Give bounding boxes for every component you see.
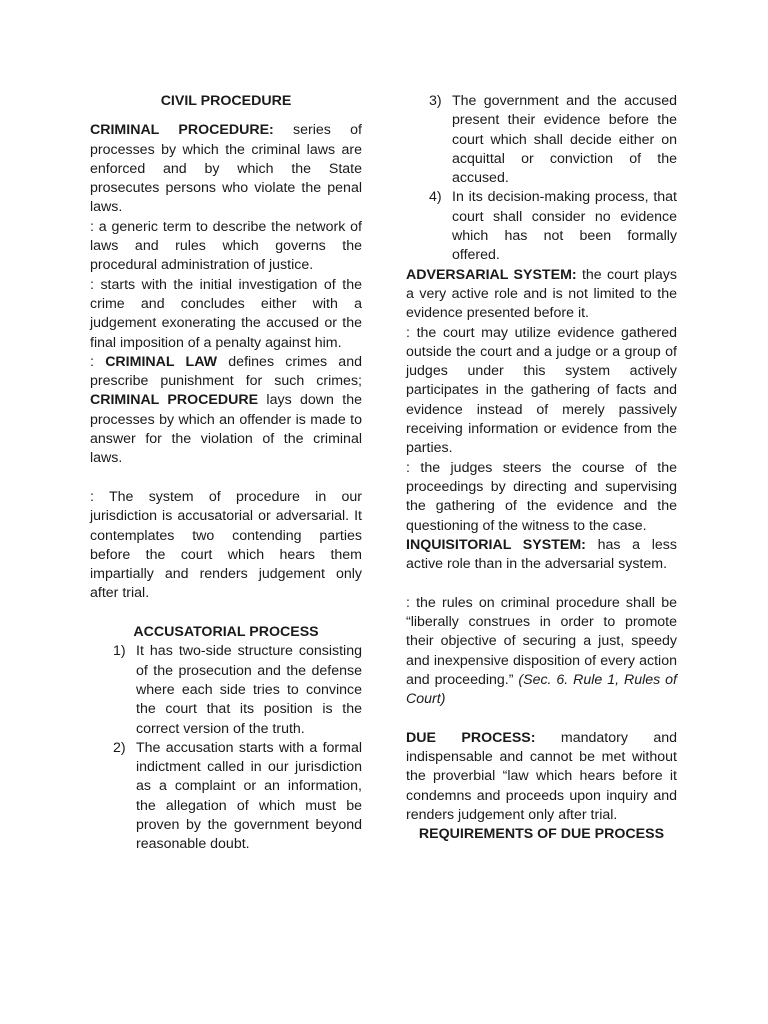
due-process-definition [406,729,677,825]
adversarial-system-term: ADVERSARIAL SYSTEM: [406,266,577,283]
rules-citation: (Sec. 6. Rule 1, Rules of Court) [406,671,677,708]
criminal-procedure-term: CRIMINAL PROCEDURE: [90,122,274,139]
generic-term-paragraph: : a generic term to describe the network of laws and rules which governs the procedural administration of justice. [90,218,362,274]
list-item-text: The government and the accused present their evidence before the court which shall decide either on acquittal or conviction of the accused. [452,93,677,187]
court-utilize-paragraph: : the court may utilize evidence gathered outside the court and a judge or a group of judges under this system actively participates in the gathering of facts and evidence instead of merely passively receiving information or evidence from the parties. [406,324,677,457]
list-item [90,739,362,855]
starts-with-paragraph: : starts with the initial investigation of the crime and concludes either with a judgement exonerating the accused or the final imposition of a penalty against him. [90,276,362,351]
inquisitorial-system-term: INQUISITORIAL SYSTEM: [406,536,586,553]
list-item [90,642,362,738]
list-item-text: The accusation starts with a formal indictment called in our jurisdiction as a complaint or an information, the allegation of which must be proven by the government beyond reasonable doubt. [136,739,362,853]
adversarial-system-definition [406,266,677,324]
adversarial-system-def-text: the court plays a very active role and is not limited to the evidence presented before it. [406,266,677,322]
judges-steers-paragraph: : the judges steers the course of the proceedings by directing and supervising the gathering of the evidence and the questioning of the witness to the case. [406,459,677,534]
due-process-term: DUE PROCESS: [406,729,536,746]
list-item [406,92,677,188]
system-of-procedure-paragraph: : The system of procedure in our jurisdiction is accusatorial or adversarial. It contemplates two contending parties before the court which hears them impartially and renders judgement only after trial. [90,488,362,602]
inquisitorial-system-definition [406,536,677,575]
criminal-procedure-text-2: lays down the processes by which an offender is made to answer for the violation of the criminal laws. [90,392,362,467]
criminal-law-text: defines crimes and prescribe punishment for such crimes; [90,353,362,390]
right-column [406,92,677,845]
list-item-number: 1) [113,643,126,660]
criminal-law-term: CRIMINAL LAW [105,353,218,370]
criminal-procedure-def-text: series of processes by which the criminal laws are enforced and by which the State prosecutes persons who violate the penal laws. [90,122,363,216]
criminal-procedure-term-2: CRIMINAL PROCEDURE [90,392,259,409]
list-item-text: It has two-side structure consisting of the prosecution and the defense where each side tries to convince the court that its position is the correct version of the truth. [136,643,362,737]
list-item-text: In its decision-making process, that court shall consider no evidence which has not been formally offered. [452,189,677,264]
accusatorial-list-continued [406,92,677,266]
due-process-def-text: mandatory and indispensable and cannot be met without the proverbial “law which hears before it condemns and proceeds upon inquiry and renders judgement only after trial. [406,729,677,823]
criminal-procedure-definition [90,121,362,217]
criminal-law-prefix: : [90,353,106,370]
left-column [90,92,362,855]
criminal-law-paragraph [90,353,362,469]
rules-of-court-paragraph [406,594,677,710]
accusatorial-list [90,642,362,854]
list-item [406,188,677,265]
document-title: CIVIL PROCEDURE [160,93,292,109]
accusatorial-process-heading: ACCUSATORIAL PROCESS [133,624,319,641]
list-item-number: 4) [429,189,442,206]
list-item-number: 3) [429,93,442,109]
inquisitorial-system-def-text: has a less active role than in the adversarial system. [406,536,677,573]
rules-text: : the rules on criminal procedure shall be “liberally construes in order to promote their objective of securing a just, speedy and inexpensive disposition of every action and proceeding.” [406,594,677,688]
list-item-number: 2) [113,739,126,756]
requirements-due-process-heading: REQUIREMENTS OF DUE PROCESS [418,826,665,843]
